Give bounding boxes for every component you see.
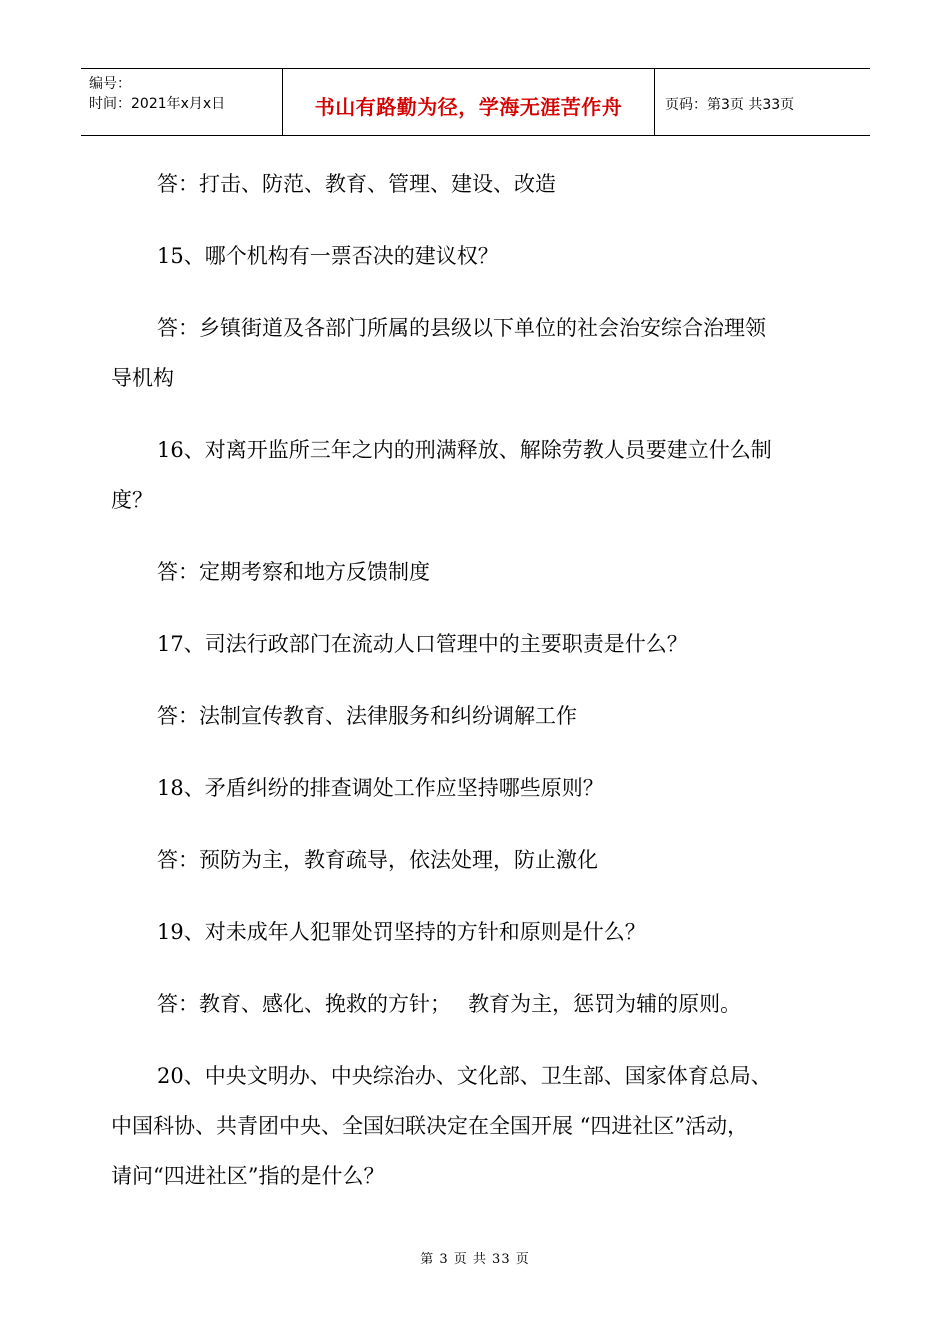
answer-16: 答：定期考察和地方反馈制度 — [157, 560, 430, 584]
answer-14: 答：打击、防范、教育、管理、建设、改造 — [157, 172, 556, 196]
header-motto: 书山有路勤为径，学海无涯苦作舟 — [314, 95, 623, 119]
answer-18: 答：预防为主，教育疏导，依法处理，防止激化 — [157, 848, 598, 872]
header-page-info: 页码：第3页 共33页 — [665, 97, 795, 113]
question-20-line-2: 中国科协、共青团中央、全国妇联决定在全国开展 “四进社区”活动， — [111, 1114, 749, 1138]
page-footer: 第 3 页 共 33 页 — [420, 1252, 530, 1267]
question-15: 15、哪个机构有一票否决的建议权？ — [157, 244, 499, 268]
answer-17: 答：法制宣传教育、法律服务和纠纷调解工作 — [157, 704, 577, 728]
header-table — [81, 68, 870, 136]
document-code-label: 编号： — [89, 76, 131, 92]
question-18: 18、矛盾纠纷的排查调处工作应坚持哪些原则？ — [157, 776, 604, 800]
question-17: 17、司法行政部门在流动人口管理中的主要职责是什么？ — [157, 632, 688, 656]
answer-19: 答：教育、感化、挽救的方针； 教育为主，惩罚为辅的原则。 — [157, 992, 742, 1016]
question-19: 19、对未成年人犯罪处罚坚持的方针和原则是什么？ — [157, 920, 646, 944]
question-20-line-3: 请问“四进社区”指的是什么？ — [111, 1164, 385, 1188]
question-20-line-1: 20、中央文明办、中央综治办、文化部、卫生部、国家体育总局、 — [157, 1064, 772, 1088]
document-time-label: 时间：2021年x月x日 — [89, 96, 226, 112]
header-right-cell — [655, 69, 870, 135]
question-16-line-2: 度？ — [111, 488, 153, 512]
question-16-line-1: 16、对离开监所三年之内的刑满释放、解除劳教人员要建立什么制 — [157, 438, 772, 462]
header-left-cell — [81, 69, 283, 135]
answer-15-line-2: 导机构 — [111, 366, 174, 390]
header-middle-cell — [283, 69, 655, 135]
answer-15-line-1: 答：乡镇街道及各部门所属的县级以下单位的社会治安综合治理领 — [157, 316, 766, 340]
